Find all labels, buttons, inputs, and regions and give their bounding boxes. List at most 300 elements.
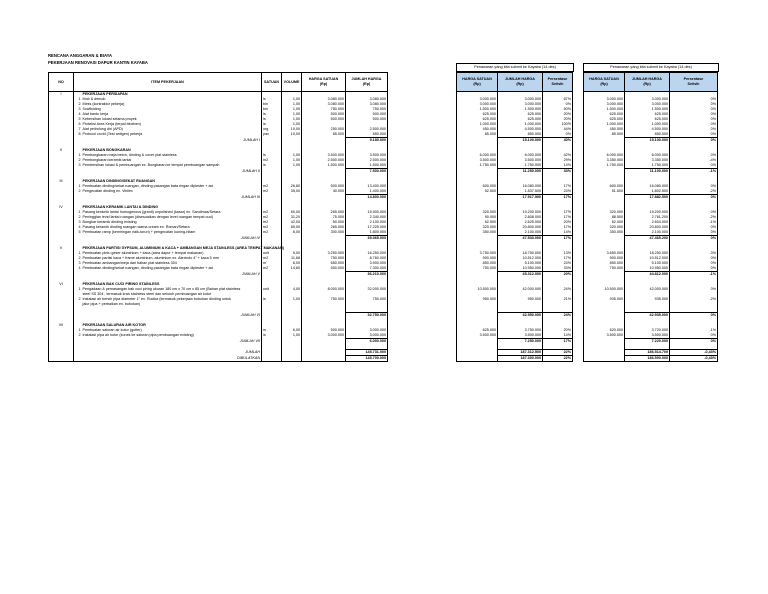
item-total-price: 750.000 [346, 107, 388, 112]
item-number: 1 [74, 328, 82, 333]
offer2-unit-price: 1.750.000 [584, 163, 625, 169]
item-description: Pembuatan pintu geser aluminium + kaca (area dapur + tempat makanan) [82, 251, 262, 256]
offer1-unit-price: 850.000 [457, 261, 498, 266]
item-unit: m2 [262, 225, 282, 230]
offer1-total-price: 625.000 [498, 112, 543, 117]
item-number: 6 [74, 122, 82, 127]
offer2-subtotal-percentage: 0% [670, 138, 718, 144]
offer1-percentage: 14% [543, 163, 573, 169]
item-unit: ls [262, 163, 282, 169]
item-volume: 1,00 [282, 153, 302, 158]
item-unit: m2 [262, 220, 282, 225]
offer2-total-price: 935.000 [625, 297, 670, 302]
item-number: 2 [74, 215, 82, 220]
offer1-unit-price: 3.000.000 [457, 102, 498, 107]
item-volume: 1,00 [282, 158, 302, 163]
item-number: 4 [74, 225, 82, 230]
offer2-unit-price: 450.000 [584, 127, 625, 132]
item-description-cont: steel SS 304 , termasuk kran stainless steel dan seluruh pembuangan air kotor [82, 292, 262, 297]
section-number: I [49, 92, 74, 98]
subtotal-label: JUMLAH II [82, 169, 262, 175]
item-total-price: 3.080.000 [346, 102, 388, 107]
offer2-percentage: 0% [670, 102, 718, 107]
item-description: Instalasi air bersih pipa diameter 1" ex. Rucika (termasuk pekerjaan bobokan dinding untuk [82, 297, 262, 302]
item-volume: 1,00 [282, 297, 302, 302]
col-harga-satuan: HARGA SATUAN (Rp) [302, 73, 346, 92]
offer1-total-price: 3.000.000 [498, 102, 543, 107]
item-total-price: 2.340.000 [346, 215, 388, 220]
item-unit: m2 [262, 158, 282, 163]
offer2-total-price: 3.000.000 [625, 102, 670, 107]
offer1-percentage: 17% [543, 256, 573, 261]
offer2-unit-price: 85.000 [584, 132, 625, 138]
item-unit: m2 [262, 266, 282, 272]
item-unit-price: 85.000 [302, 132, 346, 138]
item-description: Alat bantu kerja [82, 112, 262, 117]
item-unit: m' [262, 261, 282, 266]
item-description: Pembersihan lokasi & pembuangan ex. Bongkaran ke tempat pembuangan sampah [82, 163, 262, 169]
offer2-unit-price: 900.000 [584, 256, 625, 261]
item-number: 3 [74, 261, 82, 266]
item-volume: 1,00 [282, 333, 302, 339]
item-total-price: 3.000.000 [346, 333, 388, 339]
offer1-subtotal-percentage: 24% [543, 313, 573, 319]
item-unit-price: 3.000.000 [302, 333, 346, 339]
item-volume: 10,00 [282, 132, 302, 138]
item-unit: bln [262, 107, 282, 112]
offer2-unit-price: 350.000 [584, 230, 625, 236]
offer1-subtotal-percentage: 20% [543, 272, 573, 278]
offer2-percentage: 0% [670, 153, 718, 158]
offer2-unit-price: 51.500 [584, 189, 625, 195]
item-description: Alat pelindung diri (APD) [82, 127, 262, 132]
offer2-total-price: 5.100.000 [625, 261, 670, 266]
document-subtitle: PEKERJAAN RENOVASI DAPUR KANTIN KAYABA [48, 60, 148, 65]
offer2-subtotal-percentage: -0,43% [670, 356, 718, 362]
offer1-total-price: 3.000.000 [498, 97, 543, 102]
item-unit-price: 300.000 [302, 230, 346, 236]
offer2-unit-price: 6.000.000 [584, 153, 625, 158]
item-unit: org [262, 127, 282, 132]
offer1-unit-price: 750.000 [457, 266, 498, 272]
o1-col-harga-satuan: HARGA SATUAN (Rp) [457, 73, 498, 92]
offer-table-2 [583, 72, 718, 362]
offer1-subtotal: 42.950.000 [498, 313, 543, 319]
item-volume: 42,00 [282, 220, 302, 225]
item-unit: m [262, 328, 282, 333]
offer2-total-price: 19.200.000 [625, 210, 670, 215]
item-unit-price: 75.000 [302, 215, 346, 220]
offer2-subtotal: 7.220.000 [625, 339, 670, 345]
item-unit: m2 [262, 215, 282, 220]
offer-caption-1: Penawaran yang kita submit ke Kayaba (14 des) [456, 63, 574, 72]
item-unit: m2 [262, 184, 282, 189]
offer1-percentage: 0% [543, 102, 573, 107]
offer2-subtotal-percentage: 0% [670, 236, 718, 242]
item-volume: 6,00 [282, 328, 302, 333]
cell [584, 356, 625, 362]
offer2-unit-price: 3.350.000 [584, 158, 625, 163]
offer1-subtotal-percentage: 22% [543, 350, 573, 356]
item-unit-price: 3.080.000 [302, 102, 346, 107]
col-item: ITEM PEKERJAAN [74, 73, 262, 92]
item-description: Bongkar keramik dinding existing [82, 220, 262, 225]
item-volume: 35,00 [282, 189, 302, 195]
item-total-price: 750.000 [346, 297, 388, 302]
offer1-percentage: 17% [543, 210, 573, 215]
offer1-unit-price: 950.000 [457, 297, 498, 302]
item-unit-price: 500.000 [302, 266, 346, 272]
subtotal-value: 32.750.000 [346, 313, 388, 319]
offer1-subtotal-percentage: 17% [543, 195, 573, 201]
item-unit-price: 265.000 [302, 210, 346, 215]
offer1-percentage: 29% [543, 158, 573, 163]
item-number: 1 [74, 210, 82, 215]
offer2-total-price: 42.000.000 [625, 287, 670, 292]
item-total-price: 500.000 [346, 112, 388, 117]
item-unit: ls [262, 97, 282, 102]
offer2-total-price: 3.350.000 [625, 158, 670, 163]
item-description: Pembuatan dinding/sekat ruangan, dinding pasangan bata ringan diplester + aci [82, 266, 262, 272]
item-number: 3 [74, 220, 82, 225]
item-number: 4 [74, 266, 82, 272]
offer2-subtotal-percentage: 0% [670, 195, 718, 201]
item-number: 5 [74, 117, 82, 122]
item-number: 2 [74, 297, 82, 302]
offer2-unit-price: 1.500.000 [584, 107, 625, 112]
offer1-total-price: 2.625.000 [498, 220, 543, 225]
offer1-total-price: 10.950.000 [498, 266, 543, 272]
cell [49, 356, 74, 362]
item-description: Scaffolding [82, 107, 262, 112]
item-total-price: 500.000 [346, 117, 388, 122]
item-number: 1 [74, 153, 82, 158]
offer1-total-price: 3.500.000 [498, 158, 543, 163]
item-unit: ls [262, 122, 282, 127]
item-unit: m2 [262, 210, 282, 215]
item-unit-price: 750.000 [302, 107, 346, 112]
offer1-unit-price: 3.750.000 [457, 251, 498, 256]
offer1-percentage: 20% [543, 112, 573, 117]
offer2-total-price: 3.720.000 [625, 328, 670, 333]
offer1-total-price: 4.500.000 [498, 127, 543, 132]
item-unit-price: 500.000 [302, 328, 346, 333]
offer1-unit-price: 10.500.000 [457, 287, 498, 292]
offer1-total-price: 625.000 [498, 117, 543, 122]
offer2-total-price: 1.802.500 [625, 189, 670, 195]
offer1-unit-price: 1.750.000 [457, 163, 498, 169]
item-unit: ls [262, 112, 282, 117]
offer2-percentage: 0% [670, 261, 718, 266]
offer1-total-price: 18.750.000 [498, 251, 543, 256]
offer1-subtotal: 11.250.000 [498, 169, 543, 175]
offer2-percentage: 0% [670, 266, 718, 272]
offer1-percentage: 42% [543, 153, 573, 158]
offer1-subtotal-percentage: 40% [543, 138, 573, 144]
item-volume: 1,00 [282, 163, 302, 169]
offer1-percentage: 0% [543, 132, 573, 138]
offer2-unit-price: 62.000 [584, 220, 625, 225]
item-total-price: 3.900.000 [346, 261, 388, 266]
offer1-percentage: 17% [543, 184, 573, 189]
item-number: 4 [74, 112, 82, 117]
offer2-percentage: 0% [670, 184, 718, 189]
offer1-unit-price: 450.000 [457, 127, 498, 132]
offer1-percentage: 14% [543, 230, 573, 236]
offer2-percentage: 0% [670, 107, 718, 112]
offer1-subtotal-percentage: 17% [543, 339, 573, 345]
offer2-percentage: 0% [670, 333, 718, 339]
cell [302, 356, 346, 362]
item-description: Proteksi Area Kerja (terpal blueben) [82, 122, 262, 127]
item-volume: 31,20 [282, 215, 302, 220]
cell [74, 356, 82, 362]
offer2-total-price: 625.000 [625, 117, 670, 122]
offer2-unit-price: 10.500.000 [584, 287, 625, 292]
item-number: 2 [74, 102, 82, 107]
item-unit-price: 8.000.000 [302, 287, 346, 292]
offer1-total-price: 2.808.000 [498, 215, 543, 220]
section-title: PEKERJAAN BONGKARAN [82, 148, 262, 153]
offer1-unit-price: 600.000 [457, 184, 498, 189]
subtotal-value: 145.700.000 [346, 356, 388, 362]
offer2-subtotal-percentage: -0,43% [670, 350, 718, 356]
item-unit: ls [262, 333, 282, 339]
item-number: 1 [74, 251, 82, 256]
item-total-price: 2.500.000 [346, 158, 388, 163]
offer1-percentage: 24% [543, 261, 573, 266]
section-title: PEKERJAAN BAK CUCI PIRING STAINLESS [82, 282, 262, 287]
item-number: 2 [74, 158, 82, 163]
item-total-price: 3.500.000 [346, 153, 388, 158]
item-volume: 1,00 [282, 122, 302, 127]
item-number: 2 [74, 189, 82, 195]
offer1-unit-price: 900.000 [457, 256, 498, 261]
offer2-subtotal-percentage: -1% [670, 272, 718, 278]
offer1-percentage: 17% [543, 225, 573, 230]
section-number: III [49, 179, 74, 184]
item-description: Kebersihan lokasi selama proyek [82, 117, 262, 122]
item-description: Pembuatan saluran air kotor (gutter) [82, 328, 262, 333]
offer2-unit-price: 625.000 [584, 117, 625, 122]
offer2-unit-price: 620.000 [584, 328, 625, 333]
col-jumlah-harga: JUMLAH HARGA (Rp) [346, 73, 388, 92]
offer1-total-price: 850.000 [498, 132, 543, 138]
offer1-unit-price: 3.500.000 [457, 158, 498, 163]
offer1-total-price: 2.100.000 [498, 230, 543, 236]
item-number: 5 [74, 230, 82, 236]
item-total-price: 3.080.000 [346, 97, 388, 102]
offer2-percentage: -2% [670, 297, 718, 302]
item-total-price: 2.500.000 [346, 127, 388, 132]
offer1-unit-price: 62.500 [457, 220, 498, 225]
offer2-unit-price: 3.000.000 [584, 97, 625, 102]
offer1-total-price: 16.080.000 [498, 184, 543, 189]
subtotal-value: 145.731.000 [346, 350, 388, 356]
item-number: 2 [74, 333, 82, 339]
offer1-unit-price: 52.500 [457, 189, 498, 195]
offer1-total-price: 20.800.000 [498, 225, 543, 230]
section-title: PEKERJAAN PARTISI GYPSUM, ALUMINIUM & KACA + AMBANGAN MEJA STAINLESS (AREA TEMPAT MAKANAN) [82, 246, 284, 250]
offer2-total-price: 20.800.000 [625, 225, 670, 230]
item-description: Pembuatan ambangan/meja dari bahan plat stainless 304 [82, 261, 262, 266]
offer1-unit-price: 6.000.000 [457, 153, 498, 158]
offer2-percentage: 0% [670, 287, 718, 292]
item-description: Protocol covid (Test antigen) pekerja [82, 132, 262, 138]
item-number: 7 [74, 127, 82, 132]
offer2-total-price: 1.000.000 [625, 122, 670, 127]
subtotal-label: JUMLAH IV [82, 236, 262, 242]
item-volume: 11,68 [282, 256, 302, 261]
subtotal-label: JUMLAH VI [82, 313, 262, 319]
item-total-price: 850.000 [346, 132, 388, 138]
offer1-total-price: 1.000.000 [498, 122, 543, 127]
item-description: Mob & demob [82, 97, 262, 102]
offer2-total-price: 1.750.000 [625, 163, 670, 169]
offer2-subtotal: 44.812.000 [625, 272, 670, 278]
subtotal-label: JUMLAH V [82, 272, 262, 278]
offer2-unit-price: 3.500.000 [584, 333, 625, 339]
offer1-percentage: 20% [543, 328, 573, 333]
item-total-price: 8.760.000 [346, 256, 388, 261]
offer1-subtotal: 17.917.500 [498, 195, 543, 201]
subtotal-label: JUMLAH I [82, 138, 262, 144]
offer2-percentage: -4% [670, 158, 718, 163]
offer2-total-price: 3.000.000 [625, 97, 670, 102]
item-volume: 26,80 [282, 184, 302, 189]
item-description-cont: jalur pipa + perbaikan ex. bobokan) [82, 302, 262, 307]
offer2-subtotal-percentage: -1% [670, 169, 718, 175]
offer1-percentage: 33% [543, 266, 573, 272]
offer2-unit-price: 3.000.000 [584, 102, 625, 107]
offer2-unit-price: 935.000 [584, 297, 625, 302]
offer2-percentage: 0% [670, 163, 718, 169]
offer1-subtotal-percentage: 22% [543, 356, 573, 362]
item-unit: pax [262, 132, 282, 138]
item-total-price: 16.250.000 [346, 251, 388, 256]
item-description: Pembuatan partisi kaca + frame aluminium, aluminium ex. Alexindo 4" + kaca 5 mm [82, 256, 262, 261]
subtotal-value: 7.500.000 [346, 169, 388, 175]
subtotal-label: JUMLAH [82, 350, 262, 356]
item-total-price: 32.000.000 [346, 287, 388, 292]
offer1-unit-price: 3.500.000 [457, 333, 498, 339]
item-total-price: 3.000.000 [346, 328, 388, 333]
item-number: 3 [74, 107, 82, 112]
offer1-unit-price: 1.000.000 [457, 122, 498, 127]
offer2-percentage: 0% [670, 122, 718, 127]
item-number: 1 [74, 97, 82, 102]
offer2-percentage: 0% [670, 256, 718, 261]
item-unit: ls [262, 153, 282, 158]
offer1-percentage: 21% [543, 297, 573, 302]
section-title: PEKERJAAN KERAMIK LANTAI & DINDING [82, 205, 262, 210]
item-unit-price: 500.000 [302, 117, 346, 122]
offer2-unit-price: 600.000 [584, 184, 625, 189]
item-unit-price: 500.000 [302, 184, 346, 189]
offer1-total-price: 3.750.000 [498, 328, 543, 333]
offer1-subtotal: 7.250.000 [498, 339, 543, 345]
offer2-percentage: 0% [670, 97, 718, 102]
item-unit-price: 3.080.000 [302, 97, 346, 102]
o1-col-jumlah-harga: JUMLAH HARGA (Rp) [498, 73, 543, 92]
item-unit-price: 2.500.000 [302, 158, 346, 163]
cell [282, 356, 302, 362]
item-volume: 6,00 [282, 230, 302, 236]
offer2-percentage: -1% [670, 220, 718, 225]
item-volume: 1,00 [282, 112, 302, 117]
subtotal-label: DIBULATKAN [82, 356, 262, 362]
item-total-price: 15.900.000 [346, 210, 388, 215]
item-description: Pasang keramik lantai homogenous (granit) unpolished (kasar) ex. Sandimas/Setara [82, 210, 262, 215]
section-number: V [49, 246, 74, 251]
item-description: Pembongkaran keramik lantai [82, 158, 262, 163]
document-title: RENCANA ANGGARAN & BIAYA [48, 53, 113, 58]
item-description: Pengadaan & pemasangan bak cuci piring ukuran 180 cm x 70 cm x 85 cm (Bahan plat stainless [82, 287, 262, 292]
offer2-subtotal: 15.100.000 [625, 138, 670, 144]
subtotal-value: 36.210.000 [346, 272, 388, 278]
col-volume: VOLUME [282, 73, 302, 92]
offer2-percentage: -3% [670, 251, 718, 256]
offer2-total-price: 625.000 [625, 112, 670, 117]
offer2-total-price: 18.250.000 [625, 251, 670, 256]
offer2-percentage: 0% [670, 225, 718, 230]
item-unit-price: 750.000 [302, 256, 346, 261]
item-unit: m2 [262, 230, 282, 236]
offer1-percentage: 14% [543, 333, 573, 339]
offer1-percentage: 100% [543, 122, 573, 127]
offer2-total-price: 3.500.000 [625, 333, 670, 339]
item-volume: 1,00 [282, 117, 302, 122]
offer1-percentage: 20% [543, 117, 573, 122]
offer1-total-price: 5.100.000 [498, 261, 543, 266]
item-unit: m2 [262, 189, 282, 195]
section-number: VI [49, 282, 74, 287]
item-unit: bln [262, 102, 282, 107]
offer2-percentage: 0% [670, 210, 718, 215]
offer1-total-price: 6.000.000 [498, 153, 543, 158]
o2-col-persentase: Persentase Selisih [670, 73, 718, 92]
offer1-percentage: 17% [543, 215, 573, 220]
item-volume: 60,00 [282, 210, 302, 215]
item-unit-price: 40.000 [302, 189, 346, 195]
item-description: Pembuatan dinding/sekat ruangan, dinding pasangan bata ringan diplester + aci [82, 184, 262, 189]
item-description: Pasang keramik dinding ruangan warna cream ex. Roman/Setara [82, 225, 262, 230]
offer2-total-price: 10.512.000 [625, 256, 670, 261]
subtotal-value: 14.800.000 [346, 195, 388, 201]
item-volume: 10,00 [282, 127, 302, 132]
offer2-subtotal-percentage: 0% [670, 313, 718, 319]
offer2-percentage: 0% [670, 112, 718, 117]
offer2-percentage: 0% [670, 127, 718, 132]
offer2-total-price: 850.000 [625, 132, 670, 138]
offer-table-1 [456, 72, 573, 362]
item-unit: ls [262, 297, 282, 302]
item-total-price: 1.500.000 [346, 163, 388, 169]
offer2-subtotal: 186.514.700 [625, 350, 670, 356]
offer1-percentage: 24% [543, 189, 573, 195]
item-total-price: 2.100.000 [346, 220, 388, 225]
offer1-total-price: 1.837.500 [498, 189, 543, 195]
item-volume: 4,00 [282, 287, 302, 292]
item-unit: ls [262, 117, 282, 122]
offer2-total-price: 4.500.000 [625, 127, 670, 132]
subtotal-value: 9.180.000 [346, 138, 388, 144]
o2-col-harga-satuan: HARGA SATUAN (Rp) [584, 73, 625, 92]
col-no: NO [49, 73, 74, 92]
table-row [49, 356, 388, 362]
offer1-total-price: 1.500.000 [498, 107, 543, 112]
col-satuan: SATUAN [262, 73, 282, 92]
